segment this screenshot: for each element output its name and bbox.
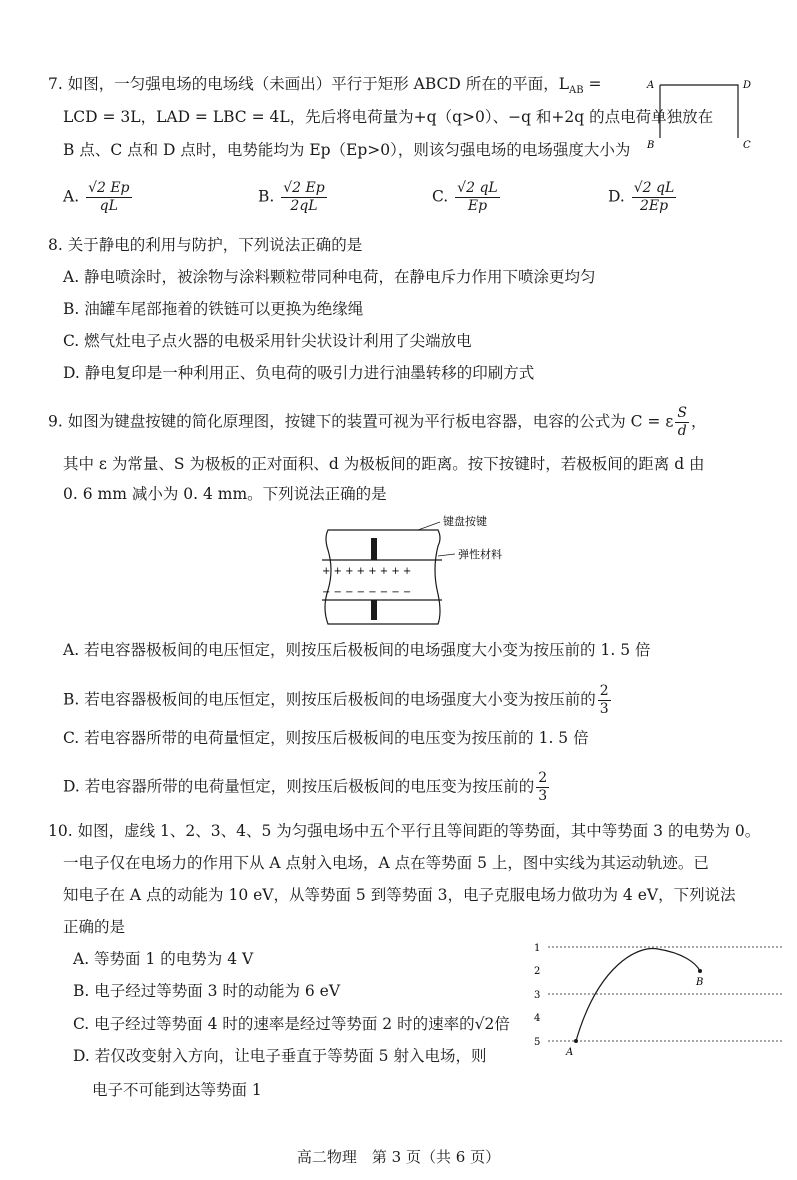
q8-option-c: C. 燃气灶电子点火器的电极采用针尖状设计利用了尖端放电 (63, 332, 472, 350)
q9-option-d: D. 若电容器所带的电荷量恒定，则按压后极板间的电压变为按压前的 $\frac{2}{3}$ (63, 770, 548, 804)
q9-option-c: C. 若电容器所带的电荷量恒定，则按压后极板间的电压变为按压前的 1. 5 倍 (63, 729, 589, 747)
q8-option-d: D. 静电复印是一种利用正、负电荷的吸引力进行油墨转移的印刷方式 (63, 364, 535, 382)
q9-plus-charges: + + + + + + + + (322, 566, 412, 577)
q9-option-b: B. 若电容器极板间的电压恒定，则按压后极板间的电场强度大小变为按压前的 $\frac{2}{3}$ (63, 683, 609, 717)
q9-line3: 0. 6 mm 减小为 0. 4 mm。下列说法正确的是 (63, 485, 387, 503)
q9-option-a: A. 若电容器极板间的电压恒定，则按压后极板间的电场强度大小变为按压前的 1. 5 倍 (63, 641, 651, 659)
q8-option-a: A. 静电喷涂时，被涂物与涂料颗粒带同种电荷，在静电斥力作用下喷涂更均匀 (63, 268, 596, 286)
q10-option-a: A. 等势面 1 的电势为 4 V (73, 950, 254, 968)
q7-option-a: A. $\frac{√2 Ep}{qL}$ (63, 180, 130, 214)
q10-option-d: D. 若仅改变射入方向，让电子垂直于等势面 5 射入电场，则 (73, 1047, 487, 1065)
q9-minus-charges: − − − − − − − − (322, 587, 412, 598)
q8-option-b: B. 油罐车尾部拖着的铁链可以更换为绝缘绳 (63, 300, 364, 318)
q8-stem: 8. 关于静电的利用与防护，下列说法正确的是 (48, 236, 363, 254)
q10-equipotential-figure (528, 935, 788, 1060)
q10-option-b: B. 电子经过等势面 3 时的动能为 6 eV (73, 982, 341, 1000)
q9-keyboard-capacitor-figure (300, 508, 530, 638)
q10-option-c: C. 电子经过等势面 4 时的速率是经过等势面 2 时的速率的√2倍 (73, 1015, 510, 1033)
q7-label-b: B (647, 140, 655, 151)
q10-option-d-continued: 电子不可能到达等势面 1 (92, 1081, 262, 1099)
q7-line2: LCD = 3L，LAD = LBC = 4L，先后将电荷量为+q（q>0）、−q 和+2q 的点电荷单独放在 (63, 108, 714, 126)
q9-line1: 9. 如图为键盘按键的简化原理图，按键下的装置可视为平行板电容器，电容的公式为 C = ε $\frac{S}{d}$ ， (48, 405, 707, 439)
q10-level-4: 4 (534, 1013, 541, 1024)
q10-point-a: A (566, 1047, 574, 1058)
q9-line2: 其中 ε 为常量、S 为极板的正对面积、d 为极板间的距离。按下按键时，若极板间的距离 d 由 (63, 455, 705, 473)
q7-option-b: B. $\frac{√2 Ep}{2qL}$ (258, 180, 325, 214)
page-footer: 高二物理 第 3 页（共 6 页） (296, 1148, 501, 1166)
q7-line3: B 点、C 点和 D 点时，电势能均为 Ep（Ep>0），则该匀强电场的电场强度大小为 (63, 141, 631, 159)
q7-label-c: C (743, 140, 751, 151)
q7-option-d: D. $\frac{√2 qL}{2Ep}$ (608, 180, 675, 214)
q10-line3: 知电子在 A 点的动能为 10 eV，从等势面 5 到等势面 3，电子克服电场力做功为 4 eV，下列说法 (63, 886, 736, 904)
q9-label-material: 弹性材料 (458, 548, 502, 561)
q10-level-5: 5 (534, 1037, 541, 1048)
q10-line2: 一电子仅在电场力的作用下从 A 点射入电场，A 点在等势面 5 上，图中实线为其运动轨迹。已 (63, 854, 709, 872)
q7-rectangle-figure (645, 70, 755, 155)
q7-option-c: C. $\frac{√2 qL}{Ep}$ (432, 180, 498, 214)
q10-line1: 10. 如图，虚线 1、2、3、4、5 为匀强电场中五个平行且等间距的等势面，其中等势面 3 的电势为 0。 (48, 822, 761, 840)
q10-line4: 正确的是 (63, 918, 126, 936)
q10-level-3: 3 (534, 990, 541, 1001)
q10-point-b: B (696, 977, 704, 988)
q10-level-1: 1 (534, 943, 541, 954)
q10-level-2: 2 (534, 966, 541, 977)
q9-label-key: 键盘按键 (443, 515, 487, 528)
q7-line1: 7. 如图，一匀强电场的电场线（未画出）平行于矩形 ABCD 所在的平面，$L_{AB}$ = (48, 75, 602, 97)
q7-label-d: D (743, 80, 752, 91)
q7-label-a: A (647, 80, 655, 91)
